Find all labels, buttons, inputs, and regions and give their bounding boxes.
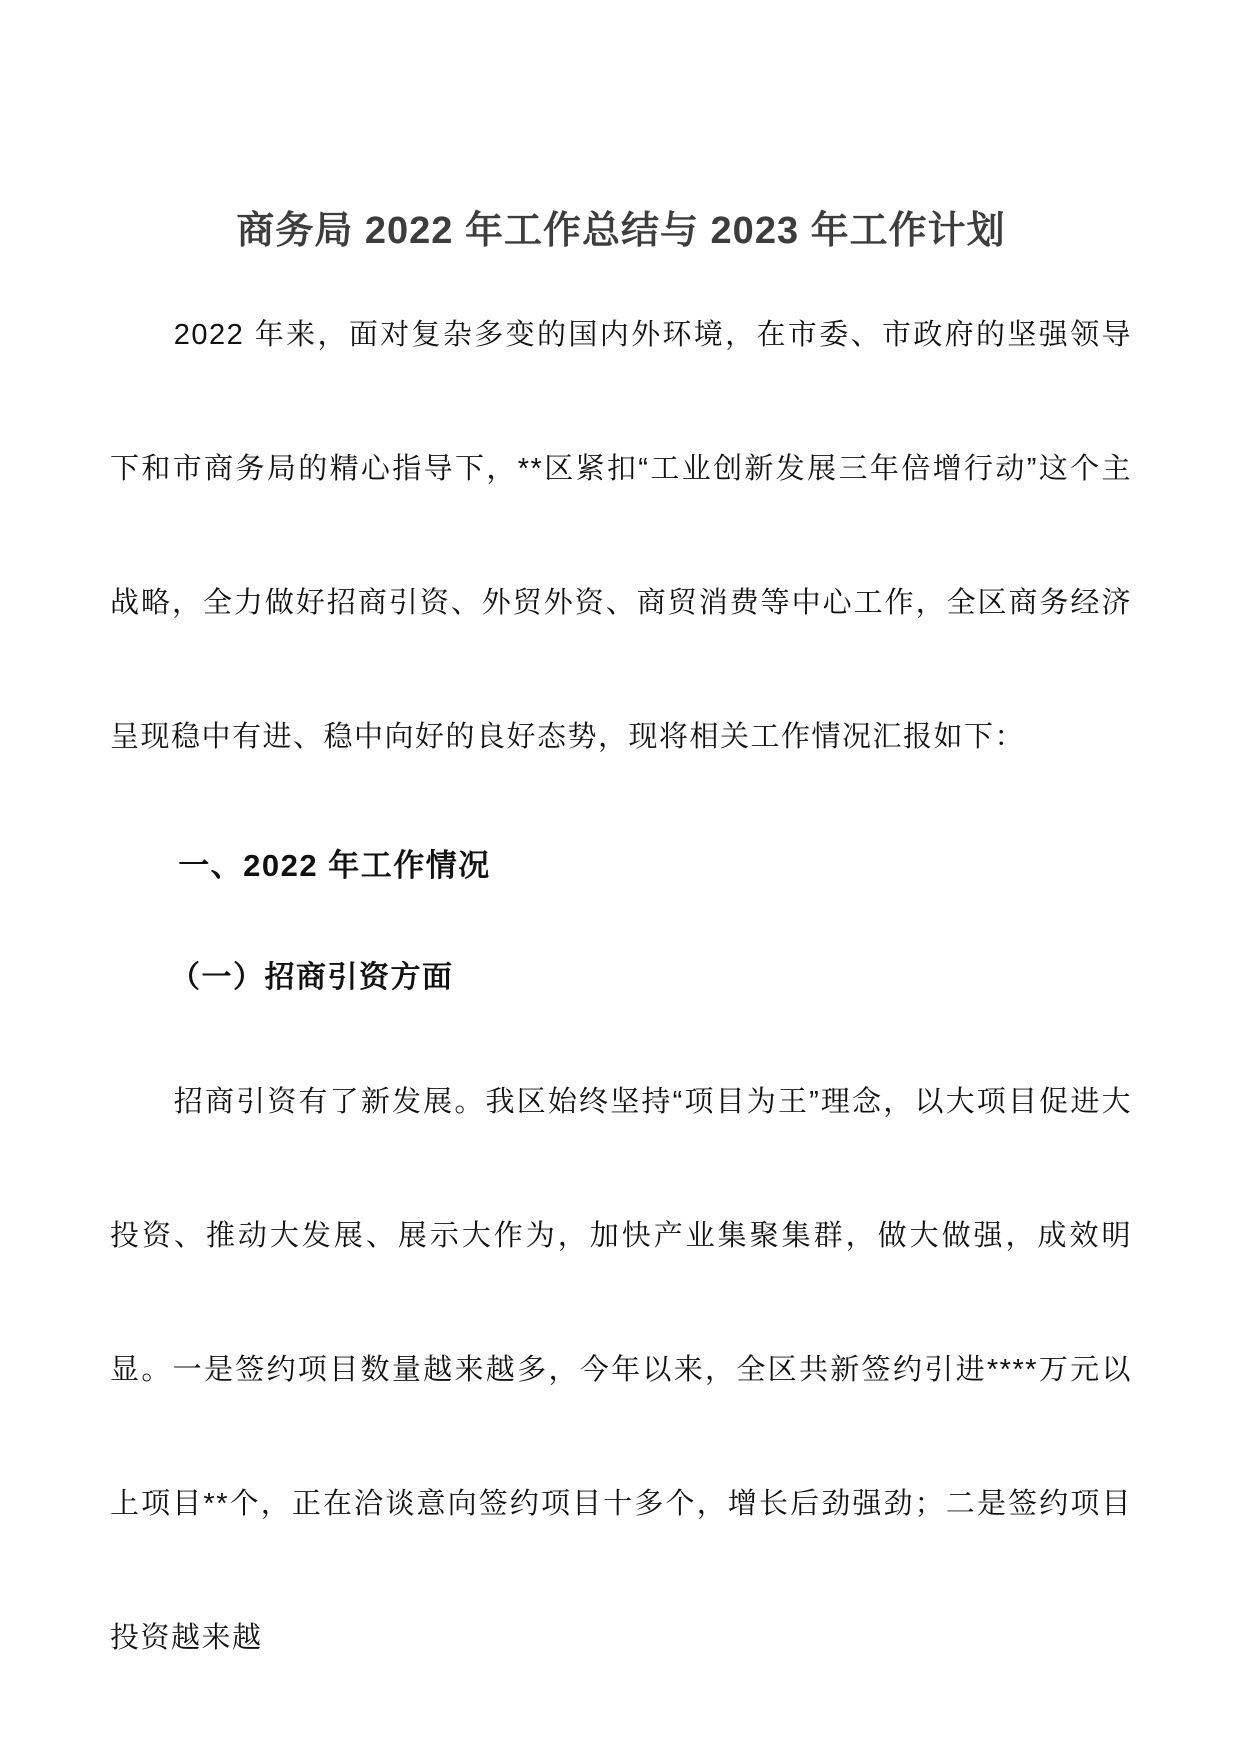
section-heading-2022-work: 一、2022 年工作情况 xyxy=(178,848,491,883)
opening-paragraph: 2022 年来，面对复杂多变的国内外环境，在市委、市政府的坚强领导下和市商务局的精心指导下，**区紧扣“工业创新发展三年倍增行动”这个主战略，全力做好招商引资、外贸外资、商贸消费等中心工作，全区商务经济呈现稳中有进、稳中向好的良好态势，现将相关工作情况汇报如下： xyxy=(110,319,1132,753)
body-paragraph-investment: 招商引资有了新发展。我区始终坚持“项目为王”理念，以大项目促进大投资、推动大发展、展示大作为，加快产业集聚集群，做大做强，成效明显。一是签约项目数量越来越多，今年以来，全区共新签约引进****万元以上项目**个，正在洽谈意向签约项目十多个，增长后劲强劲；二是签约项目投资越来越 xyxy=(110,1086,1132,1654)
document-title: 商务局 2022 年工作总结与 2023 年工作计划 xyxy=(236,210,1006,252)
subsection-heading-investment: （一）招商引资方面 xyxy=(170,961,454,994)
